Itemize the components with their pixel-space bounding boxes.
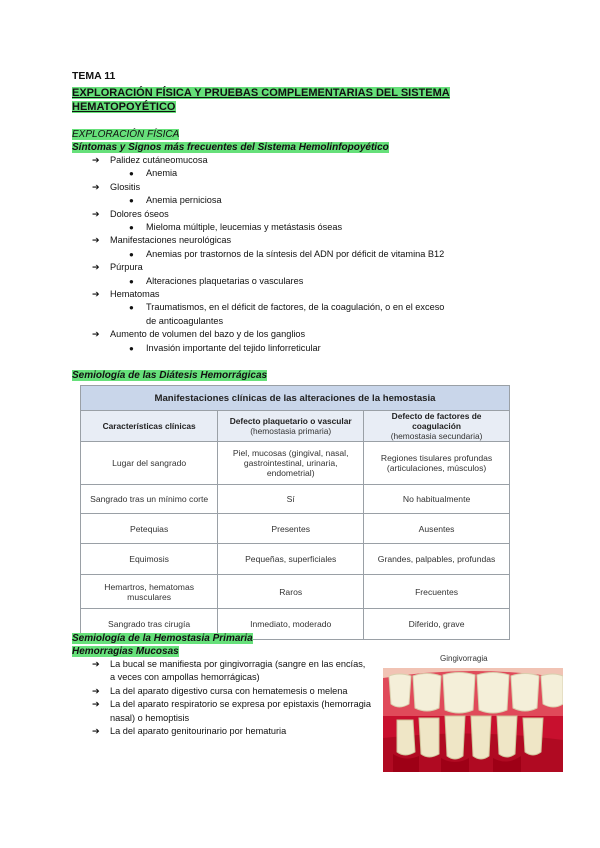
table-header-caracteristicas: Características clínicas — [81, 411, 218, 442]
list-item: ➔ Palidez cutáneomucosa — [72, 154, 512, 167]
section-heading-hemostasia-primaria: Semiología de la Hemostasia Primaria — [72, 633, 253, 644]
table-header-coagulacion: Defecto de factores de coagulación (hemostasia secundaria) — [364, 411, 510, 442]
list-item: ➔ La bucal se manifiesta por gingivorragia (sangre en las encías, a veces con ampollas hemorrágicas) — [92, 659, 366, 683]
section-subheading-mucosas: Hemorragias Mucosas — [72, 646, 179, 657]
table-row — [81, 442, 510, 485]
list-item: ➔ Aumento de volumen del bazo y de los ganglios — [72, 328, 512, 341]
table-cell: Sangrado tras cirugía — [81, 609, 218, 640]
tema-label: TEMA 11 — [72, 70, 116, 82]
table-cell: Grandes, palpables, profundas — [364, 544, 510, 575]
gingivorragia-photo — [383, 668, 563, 772]
table-caption: Manifestaciones clínicas de las alteraciones de la hemostasia — [81, 386, 510, 411]
table-cell: Regiones tisulares profundas (articulaciones, músculos) — [364, 442, 510, 485]
table-cell: Sí — [218, 485, 364, 514]
list-item: ➔ Glositis — [72, 181, 512, 194]
table-row — [81, 544, 510, 575]
list-subitem: ● Anemia perniciosa — [72, 194, 512, 207]
arrow-icon: ➔ — [92, 659, 100, 669]
bullet-icon: ● — [129, 169, 134, 179]
list-item: ➔ Púrpura — [72, 261, 512, 274]
figure-caption: Gingivorragia — [440, 654, 488, 663]
bullet-icon: ● — [129, 276, 134, 286]
table-cell: Pequeñas, superficiales — [218, 544, 364, 575]
list-item: ➔ Hematomas — [72, 288, 512, 301]
table-cell: Inmediato, moderado — [218, 609, 364, 640]
table-cell: Petequias — [81, 514, 218, 544]
arrow-icon: ➔ — [92, 235, 100, 246]
table-cell: Equimosis — [81, 544, 218, 575]
table-cell: Sangrado tras un mínimo corte — [81, 485, 218, 514]
gingivorragia-illustration — [383, 668, 563, 772]
arrow-icon: ➔ — [92, 155, 100, 165]
section-heading-exploracion: EXPLORACIÓN FÍSICA — [72, 129, 180, 140]
arrow-icon: ➔ — [92, 208, 100, 219]
section-heading-diatesis: Semiología de las Diátesis Hemorrágicas — [72, 370, 268, 381]
title-line-1: EXPLORACIÓN FÍSICA Y PRUEBAS COMPLEMENTARIAS DEL SISTEMA — [72, 87, 450, 99]
table-cell: Diferido, grave — [364, 609, 510, 640]
bullet-icon: ● — [129, 343, 134, 353]
table-header-plaquetario: Defecto plaquetario o vascular (hemostasia primaria) — [218, 411, 364, 442]
arrow-icon: ➔ — [92, 726, 100, 737]
table-cell: Lugar del sangrado — [81, 442, 218, 485]
list-subitem: ● Alteraciones plaquetarias o vasculares — [72, 275, 512, 288]
table-cell: Hemartros, hematomas musculares — [81, 575, 218, 609]
arrow-icon: ➔ — [92, 699, 100, 710]
list-subitem: ● Mieloma múltiple, leucemias y metástasis óseas — [72, 221, 512, 234]
table-cell: No habitualmente — [364, 485, 510, 514]
list-subitem: ● Traumatismos, en el déficit de factores, de la coagulación, o en el exceso de anticoagulantes — [129, 302, 445, 326]
hemostasis-table — [80, 385, 510, 640]
list-subitem: ● Anemia — [72, 167, 512, 180]
bullet-icon: ● — [129, 249, 134, 259]
table-cell: Piel, mucosas (gingival, nasal, gastrointestinal, urinaria, endometrial) — [218, 442, 364, 485]
arrow-icon: ➔ — [92, 685, 100, 696]
list-subitem: ● Anemias por trastornos de la síntesis del ADN por déficit de vitamina B12 — [72, 248, 512, 261]
page-title — [72, 86, 492, 114]
arrow-icon: ➔ — [92, 289, 100, 300]
arrow-icon: ➔ — [92, 262, 100, 273]
list-item: ➔ Manifestaciones neurológicas — [72, 234, 512, 247]
symptoms-list — [72, 154, 512, 355]
table-cell: Raros — [218, 575, 364, 609]
list-item: ➔ La del aparato digestivo cursa con hematemesis o melena — [72, 685, 372, 698]
arrow-icon: ➔ — [92, 329, 100, 340]
list-item: ➔ Dolores óseos — [72, 208, 512, 221]
arrow-icon: ➔ — [92, 181, 100, 192]
bullet-icon: ● — [129, 303, 134, 313]
mucosal-list — [72, 658, 372, 738]
table-cell: Presentes — [218, 514, 364, 544]
title-line-2: HEMATOPOYÉTICO — [72, 101, 176, 113]
list-subitem: ● Invasión importante del tejido linforreticular — [72, 342, 512, 355]
table-row — [81, 514, 510, 544]
list-item: ➔ La del aparato genitourinario por hematuria — [72, 725, 372, 738]
table-cell: Frecuentes — [364, 575, 510, 609]
section-subheading-sintomas: Síntomas y Signos más frecuentes del Sistema Hemolinfopoyético — [72, 142, 389, 153]
list-item: ➔ La del aparato respiratorio se expresa por epistaxis (hemorragia nasal) o hemoptisis — [92, 699, 371, 723]
table-row — [81, 575, 510, 609]
bullet-icon: ● — [129, 223, 134, 233]
table-row — [81, 485, 510, 514]
bullet-icon: ● — [129, 196, 134, 206]
table-cell: Ausentes — [364, 514, 510, 544]
